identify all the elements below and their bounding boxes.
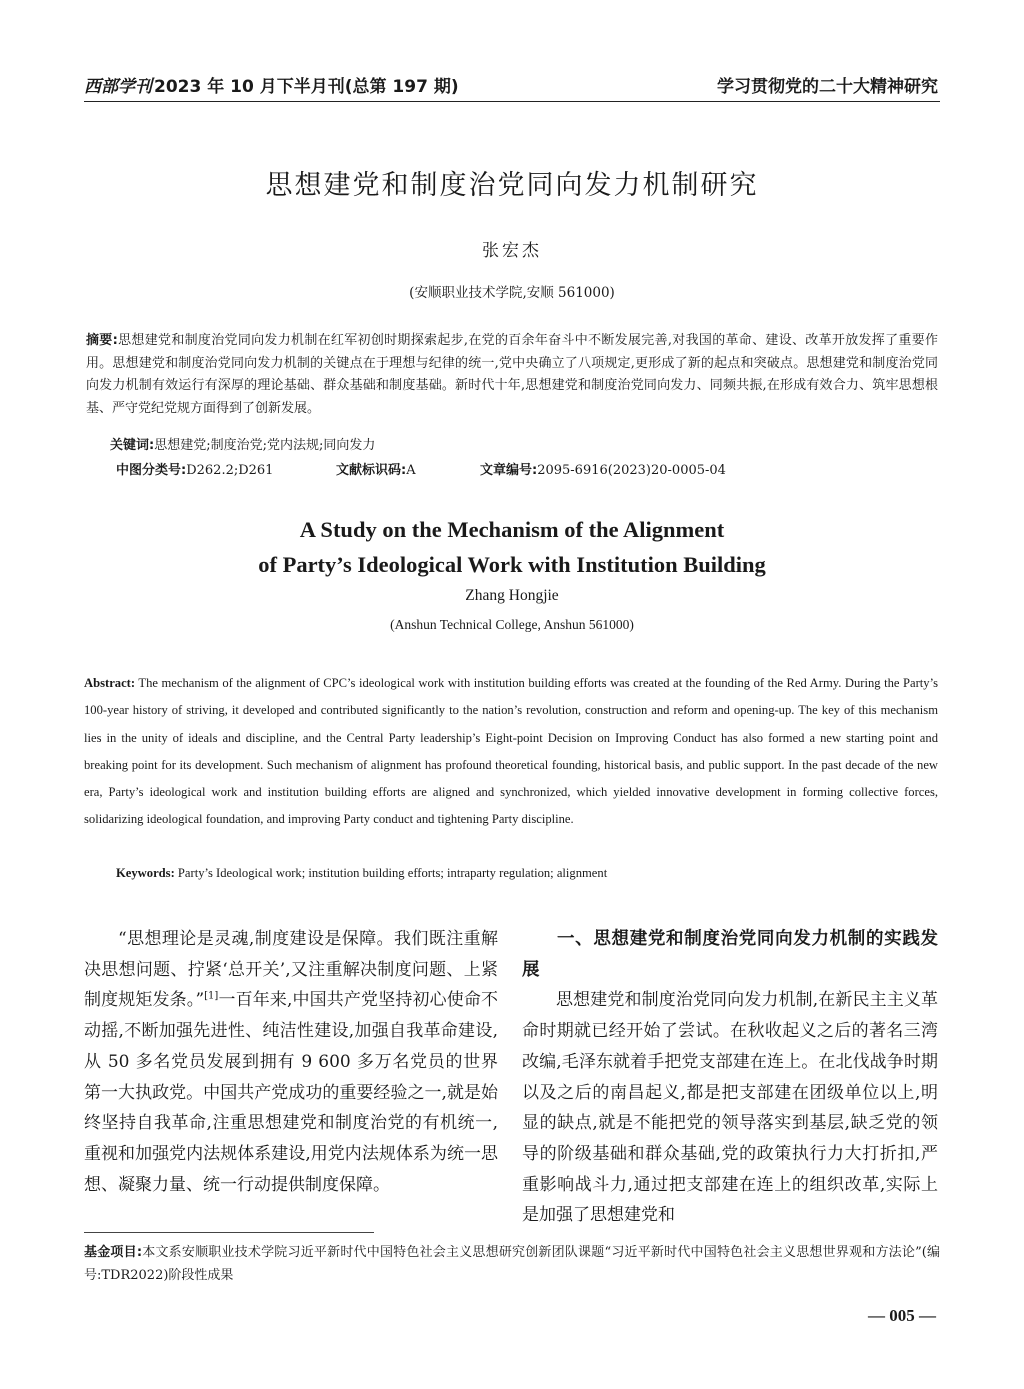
clc-code: [116, 459, 336, 478]
page-number: — 005 —: [868, 1306, 936, 1325]
doc-code: [336, 459, 480, 478]
article-value: 2095-6916(2023)20-0005-04: [537, 463, 726, 478]
footnote-rule: [84, 1232, 374, 1233]
journal-logo: 西部学刊: [84, 77, 152, 97]
article-label: 文章编号:: [480, 463, 538, 478]
paper-title-cn: 思想建党和制度治党同向发力机制研究: [265, 170, 759, 201]
body-paragraph: [84, 924, 498, 1200]
classification-row: [116, 459, 726, 478]
article-code: [480, 459, 726, 478]
body-text: 一百年来,中国共产党坚持初心使命不动摇,不断加强先进性、纯洁性建设,加强自我革命建设,从 50 多名党员发展到拥有 9 600 多万名党员的世界第一大执政党。中国共产党成功的重要经验之一,就是始终坚持自我革命,注重思想建党和制度治党的有机统一,重视和加强党内法规体系建设,用党内法规体系为统一思想、凝聚力量、统一行动提供制度保障。: [84, 990, 498, 1195]
footnote-text: 本文系安顺职业技术学院习近平新时代中国特色社会主义思想研究创新团队课题“习近平新时代中国特色社会主义思想世界观和方法论”(编号:TDR2022)阶段性成果: [84, 1245, 940, 1283]
header-rule: [84, 101, 940, 102]
footnote-label: 基金项目:: [84, 1245, 143, 1260]
abstract-cn: [86, 330, 938, 420]
section-heading: 一、思想建党和制度治党同向发力机制的实践发展: [522, 929, 938, 980]
keywords-en: [116, 866, 607, 881]
running-header-issue: [84, 72, 459, 97]
affiliation-cn: (安顺职业技术学院,安顺 561000): [409, 285, 615, 301]
keywords-cn-text: 思想建党;制度治党;党内法规;同向发力: [154, 438, 376, 453]
author-cn: 张宏杰: [482, 241, 542, 261]
author-en: Zhang Hongjie: [465, 587, 559, 604]
doc-value: A: [406, 463, 416, 478]
paper-title-en: [0, 512, 1024, 582]
abstract-en-text: The mechanism of the alignment of CPC’s ideological work with institution building efforts was created at the founding of the Red Army. During the Party’s 100-year history of striving, it developed and contributed significantly to the nation’s revolution, construction and reform and opening-up. The key of this mechanism lies in the unity of ideals and discipline, and the Central Party leadership’s Eight-point Decision on Improving Conduct has also formed a new starting point and breaking point for its development. Such mechanism of alignment has profound theoretical founding, historical basis, and public support. In the past decade of the new era, Party’s ideological work and institution building efforts are aligned and synchronized, which yielded innovative development in forming collective forces, solidarizing ideological foundation, and improving Party conduct and tightening Party discipline.: [84, 676, 939, 827]
clc-label: 中图分类号:: [116, 463, 187, 478]
quote-text: “思想理论是灵魂,制度建设是保障。我们既注重解决思想问题、拧紧‘总开关’,又注重解决制度问题、上紧制度规矩发条。”: [84, 929, 498, 1011]
abstract-cn-label: 摘要:: [86, 333, 118, 348]
body-paragraph: 思想建党和制度治党同向发力机制,在新民主主义革命时期就已经开始了尝试。在秋收起义之后的著名三湾改编,毛泽东就着手把党支部建在连上。在北伐战争时期以及之后的南昌起义,都是把支部建在团级单位以上,明显的缺点,就是不能把党的领导落实到基层,缺乏党的领导的阶级基础和群众基础,党的政策执行力大打折扣,严重影响战斗力,通过把支部建在连上的组织改革,实际上是加强了思想建党和: [522, 990, 938, 1226]
running-header-column: 学习贯彻党的二十大精神研究: [717, 77, 938, 97]
title-en-line1: A Study on the Mechanism of the Alignment: [299, 517, 725, 542]
title-en-line2: of Party’s Ideological Work with Institution Building: [258, 552, 766, 577]
keywords-en-text: Party’s Ideological work; institution building efforts; intraparty regulation; alignment: [177, 866, 608, 880]
body-column-left: [84, 924, 498, 1200]
clc-value: D262.2;D261: [186, 463, 274, 478]
abstract-en-label: Abstract:: [84, 676, 136, 690]
keywords-cn-label: 关键词:: [110, 438, 155, 453]
citation-marker: [1]: [204, 990, 219, 1002]
abstract-cn-text: 思想建党和制度治党同向发力机制在红军初创时期探索起步,在党的百余年奋斗中不断发展完善,对我国的革命、建设、改革开放发挥了重要作用。思想建党和制度治党同向发力机制的关键点在于理想与纪律的统一,党中央确立了八项规定,更形成了新的起点和突破点。思想建党和制度治党同向发力机制有效运行有深厚的理论基础、群众基础和制度基础。新时代十年,思想建党和制度治党同向发力、同频共振,在形成有效合力、筑牢思想根基、严守党纪党规方面得到了创新发展。: [86, 333, 939, 416]
doc-label: 文献标识码:: [336, 463, 407, 478]
body-column-right: [522, 924, 938, 1231]
keywords-cn: [110, 434, 375, 453]
abstract-en: [84, 670, 938, 834]
keywords-en-label: Keywords:: [116, 866, 175, 880]
issue-info: 2023 年 10 月下半月刊(总第 197 期): [154, 77, 459, 97]
affiliation-en: (Anshun Technical College, Anshun 561000): [390, 617, 634, 632]
footnote: [84, 1241, 940, 1287]
